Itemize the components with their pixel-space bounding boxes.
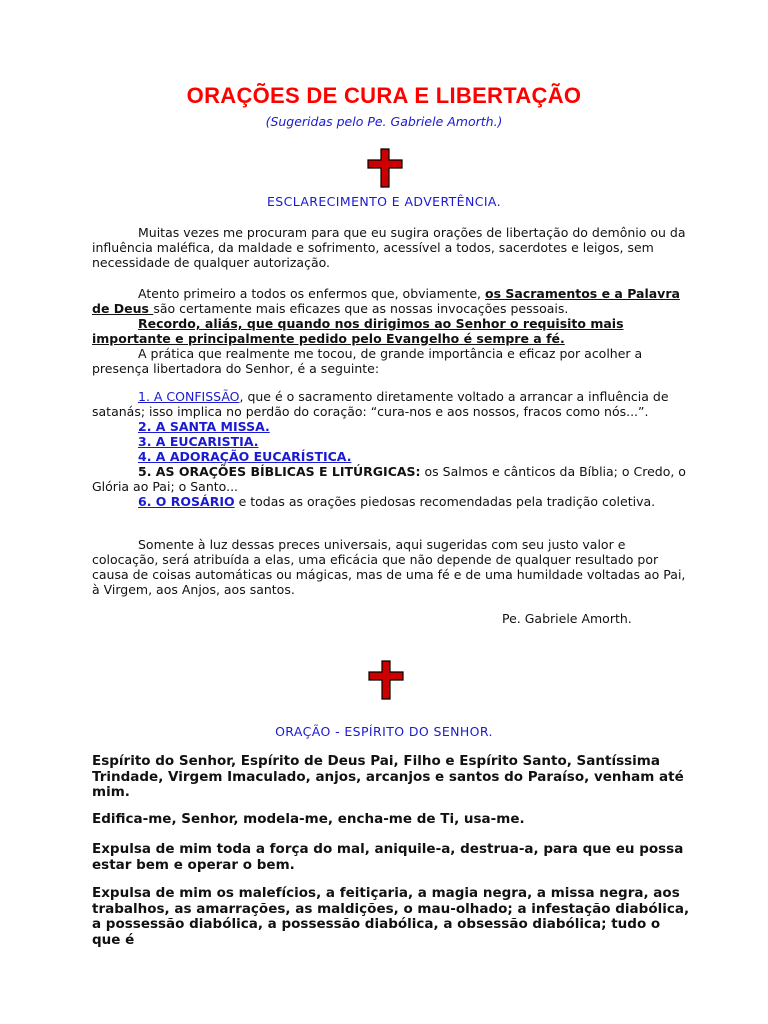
paragraph-text: A prática que realmente me tocou, de grande importância e eficaz por acolher a presença libertadora do Senhor, é a seguinte: (92, 346, 643, 376)
signature: Pe. Gabriele Amorth. (502, 611, 632, 626)
section-heading-advertencia: ESCLARECIMENTO E ADVERTÊNCIA. (266, 194, 502, 209)
sacraments-paragraph (92, 286, 692, 376)
sacraments-emphasis: os Sacramentos e a Palavra de Deus (92, 286, 680, 316)
rosary-link[interactable]: 6. O ROSÁRIO (138, 494, 235, 509)
biblical-prayers-label: 5. AS ORAÇÕES BÍBLICAS E LITÚRGICAS: (138, 464, 421, 479)
page-subtitle: (Sugeridas pelo Pe. Gabriele Amorth.) (265, 114, 503, 129)
intro-paragraph (92, 225, 692, 270)
prayer-paragraph-3: Expulsa de mim toda a força do mal, aniquile-a, destrua-a, para que eu possa estar bem e operar o bem. (92, 841, 684, 873)
faith-requisite-text: Recordo, aliás, que quando nos dirigimos ao Senhor o requisito mais importante e principalmente pedido pelo Evangelho é sempre a fé. (92, 316, 624, 346)
paragraph-text: são certamente mais eficazes que as nossas invocações pessoais. (153, 301, 569, 316)
confession-link[interactable]: 1. A CONFISSÃO (138, 389, 240, 404)
list-item-text: os Salmos e cânticos da Bíblia; o Credo, o Glória ao Pai; o Santo... (92, 464, 686, 494)
list-item-text: , que é o sacramento diretamente voltado a arrancar a influência de satanás; isso implica no perdão do coração: “cura-nos e aos nossos, fracos como nós...”. (92, 389, 669, 419)
prayer-paragraph-2: Edifica-me, Senhor, modela-me, encha-me de Ti, usa-me. (92, 811, 525, 827)
prayer-paragraph-1: Espírito do Senhor, Espírito de Deus Pai, Filho e Espírito Santo, Santíssima Trindade, Virgem Imaculado, anjos, arcanjos e santos do Paraíso, venham até mim. (92, 753, 684, 800)
prayer-paragraph-4: Expulsa de mim os malefícios, a feitiçaria, a magia negra, a missa negra, aos trabalhos, as amarrações, as maldições, o mau-olhado; a infestação diabólica, a possessão diabólica, a possessão diabólica, a obsessão diabólica; tudo o que é (92, 885, 690, 948)
practice-list (92, 389, 692, 509)
list-item-text: e todas as orações piedosas recomendadas pela tradição coletiva. (234, 494, 656, 509)
cross-icon (367, 148, 403, 188)
closing-paragraph (92, 537, 692, 597)
paragraph-text: Muitas vezes me procuram para que eu sugira orações de libertação do demônio ou da influência maléfica, da maldade e sofrimento, acessível a todos, sacerdotes e leigos, sem necessidade de qualquer autorização. (92, 225, 686, 270)
eucharist-link[interactable]: 3. A EUCARISTIA. (138, 434, 259, 449)
eucharistic-adoration-link[interactable]: 4. A ADORAÇÃO EUCARÍSTICA. (138, 449, 352, 464)
holy-mass-link[interactable]: 2. A SANTA MISSA. (138, 419, 270, 434)
cross-icon (368, 660, 404, 700)
paragraph-text: Somente à luz dessas preces universais, aqui sugeridas com seu justo valor e colocação, será atribuída a elas, uma eficácia que não depende de qualquer resultado por causa de coisas automáticas ou mágicas, mas de uma fé e de uma humildade voltadas ao Pai, à Virgem, aos Anjos, aos santos. (92, 537, 686, 597)
paragraph-text: Atento primeiro a todos os enfermos que, obviamente, (138, 286, 485, 301)
page-title: ORAÇÕES DE CURA E LIBERTAÇÃO (186, 83, 582, 108)
section-heading-prayer: ORAÇÃO - ESPÍRITO DO SENHOR. (275, 724, 493, 739)
